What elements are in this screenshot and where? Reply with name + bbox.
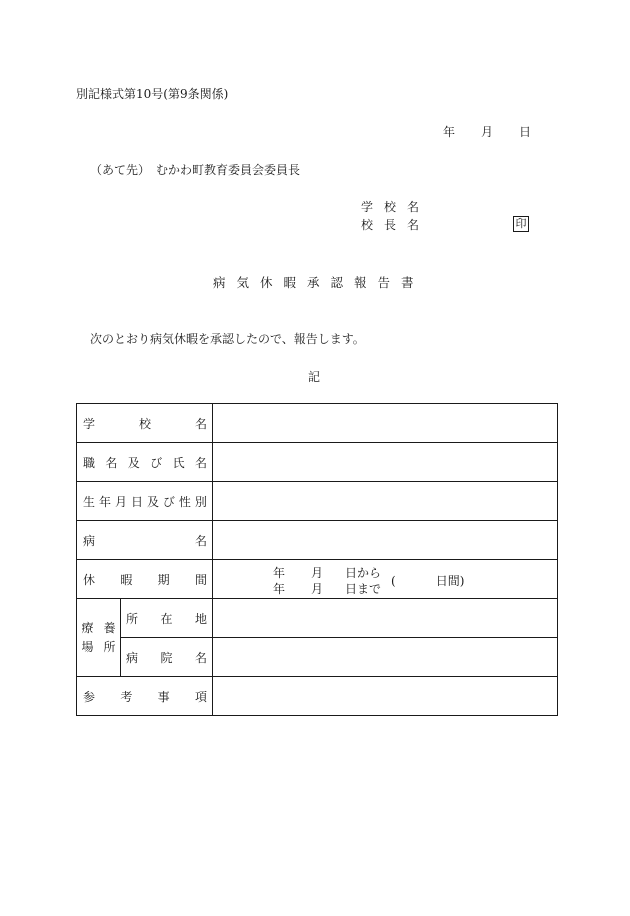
document-body: 次のとおり病気休暇を承認したので、報告します。 [90, 332, 365, 346]
label-char: 及 [127, 455, 140, 470]
label-char: 校 [361, 218, 374, 232]
period-year: 年 [273, 566, 286, 580]
period-month: 月 [311, 566, 324, 580]
sender-block [361, 198, 419, 234]
label-char: 考 [120, 689, 133, 704]
label-char: 所 [103, 639, 116, 654]
label-char: 名 [194, 416, 207, 431]
leave-period-header [77, 560, 213, 599]
label-char: 在 [160, 611, 173, 626]
period-suffix: 日から [345, 566, 382, 580]
period-start-line [273, 564, 381, 581]
label-char: 名 [407, 200, 420, 214]
school-name-header [77, 404, 213, 443]
label-char: 休 [83, 572, 96, 587]
label-char: 月 [114, 494, 127, 509]
recuperation-group-header [77, 599, 121, 677]
position-name-header [77, 443, 213, 482]
hospital-name-header [121, 638, 213, 677]
table-row [77, 638, 558, 677]
position-name-field[interactable] [213, 443, 558, 482]
label-char: 療 [81, 620, 94, 635]
label-char: 養 [103, 620, 116, 635]
label-char: 所 [126, 611, 139, 626]
remarks-field[interactable] [213, 677, 558, 716]
table-row [77, 404, 558, 443]
label-char: 名 [407, 218, 420, 232]
label-char: 暇 [120, 572, 133, 587]
birthdate-gender-header [77, 482, 213, 521]
paren-open: ( [391, 574, 396, 588]
school-name-field[interactable] [213, 404, 558, 443]
label-char: 場 [81, 639, 94, 654]
label-char: 事 [157, 689, 170, 704]
table-row [77, 521, 558, 560]
period-suffix: 日まで [345, 582, 382, 596]
form-number: 別記様式第10号(第9条関係) [76, 87, 229, 101]
label-char: 校 [138, 416, 151, 431]
period-days [391, 572, 464, 589]
ki-heading: 記 [308, 370, 321, 384]
label-char: 及 [146, 494, 159, 509]
leave-period-field[interactable] [213, 560, 558, 599]
date-day: 日 [519, 125, 532, 139]
label-char: 名 [194, 455, 207, 470]
hospital-name-field[interactable] [213, 638, 558, 677]
document-title: 病気休暇承認報告書 [213, 275, 425, 290]
label-char: 名 [194, 533, 207, 548]
illness-name-field[interactable] [213, 521, 558, 560]
period-month: 月 [311, 582, 324, 596]
addressee: （あて先） むかわ町教育委員会委員長 [90, 163, 301, 177]
label-char: 地 [194, 611, 207, 626]
table-row [77, 482, 558, 521]
date-line [443, 123, 531, 140]
illness-name-header [77, 521, 213, 560]
table-row [77, 560, 558, 599]
label-char: 病 [83, 533, 96, 548]
label-char: 職 [83, 455, 96, 470]
label-char: 間 [194, 572, 207, 587]
label-char: 院 [160, 650, 173, 665]
label-char: 年 [98, 494, 111, 509]
table-row [77, 599, 558, 638]
table-row [77, 443, 558, 482]
birthdate-gender-field[interactable] [213, 482, 558, 521]
date-year: 年 [443, 125, 456, 139]
label-char: 参 [83, 689, 96, 704]
label-char: 性 [178, 494, 191, 509]
period-year: 年 [273, 582, 286, 596]
label-char: 別 [194, 494, 207, 509]
principal-name-label [361, 216, 419, 234]
school-name-label [361, 198, 419, 216]
location-header [121, 599, 213, 638]
label-char: 学 [361, 200, 374, 214]
label-char: 項 [194, 689, 207, 704]
label-char: 名 [194, 650, 207, 665]
label-char: び [150, 455, 163, 470]
location-field[interactable] [213, 599, 558, 638]
label-char: 校 [384, 200, 397, 214]
label-char: 氏 [172, 455, 185, 470]
label-char: 学 [83, 416, 96, 431]
period-end-line [273, 580, 381, 597]
date-month: 月 [481, 125, 494, 139]
seal-mark: 印 [513, 216, 529, 232]
label-char: 名 [105, 455, 118, 470]
label-char: 期 [157, 572, 170, 587]
table-row [77, 677, 558, 716]
label-char: び [162, 494, 175, 509]
days-label: 日間) [435, 574, 465, 588]
label-char: 長 [384, 218, 397, 232]
remarks-header [77, 677, 213, 716]
label-char: 日 [130, 494, 143, 509]
label-char: 生 [83, 494, 96, 509]
report-table [76, 403, 558, 716]
label-char: 病 [126, 650, 139, 665]
